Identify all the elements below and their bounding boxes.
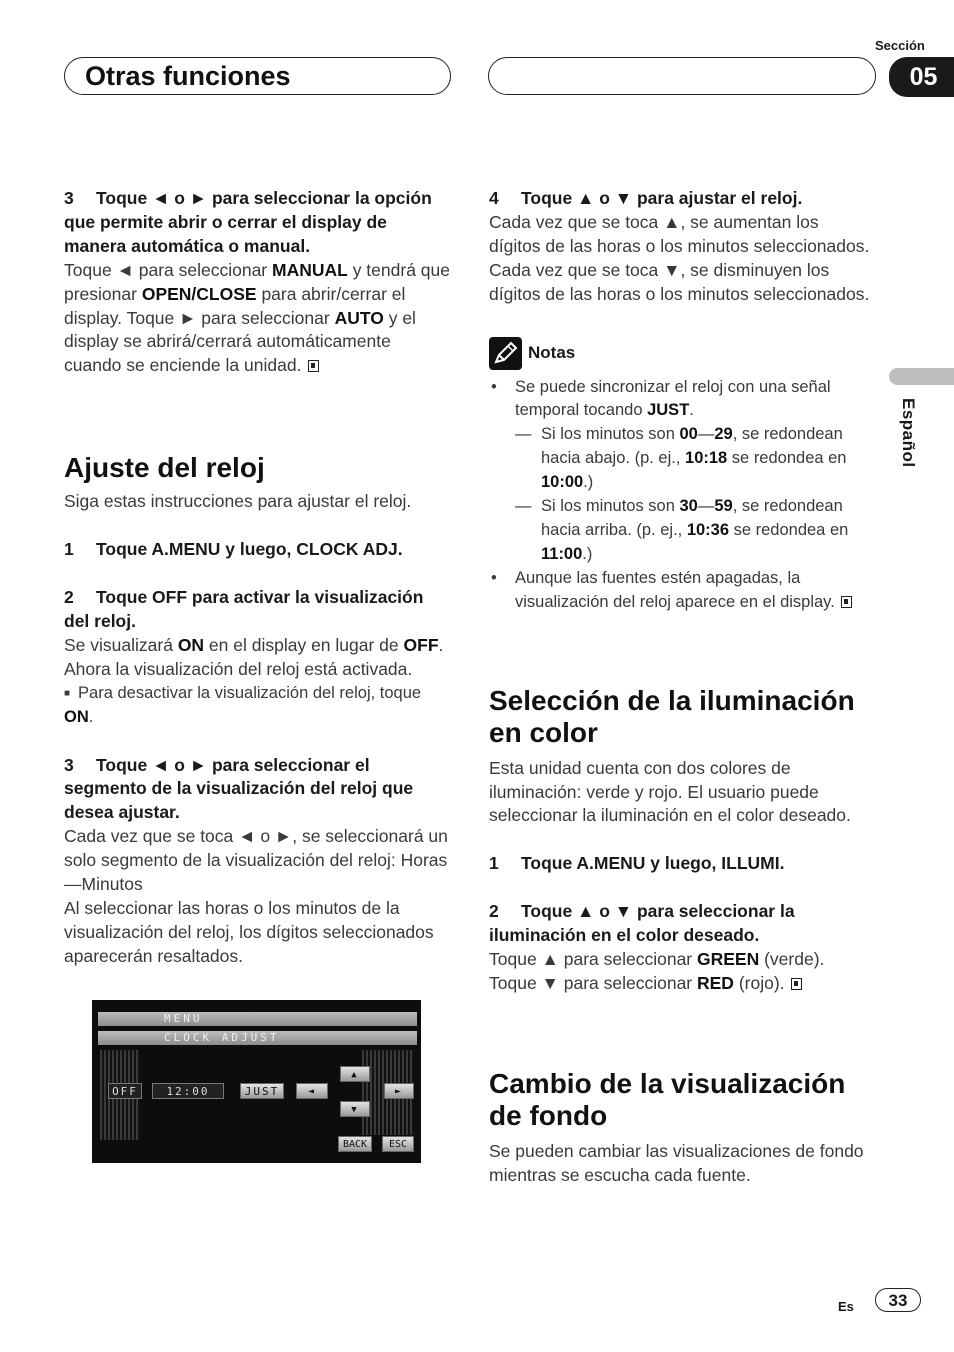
step-body: Se visualizará ON en el display en lugar de OFF. Ahora la visualización del reloj está activada. bbox=[64, 634, 444, 679]
step-body: Al seleccionar las horas o los minutos de la visualización del reloj, los dígitos seleccionados aparecerán resaltados. bbox=[64, 897, 434, 966]
step-heading: 4 Toque ▲ o ▼ para ajustar el reloj. bbox=[489, 188, 803, 208]
dash-icon: — bbox=[515, 497, 532, 516]
left-column bbox=[64, 187, 450, 969]
footer-language-code: Es bbox=[838, 1299, 854, 1314]
heading-iluminacion: Selección de la iluminación en color bbox=[489, 684, 855, 748]
step-heading: 1 Toque A.MENU y luego, CLOCK ADJ. bbox=[64, 539, 403, 560]
esc-button[interactable]: ESC bbox=[382, 1136, 414, 1152]
end-mark-icon bbox=[841, 596, 852, 608]
bg-intro: Se pueden cambiar las visualizaciones de fondo mientras se escucha cada fuente. bbox=[489, 1140, 864, 1185]
step-subnote: ■ Para desactivar la visualización del reloj, toque ON. bbox=[64, 683, 422, 726]
notes-list bbox=[489, 376, 875, 615]
note-item: • Aunque las fuentes estén apagadas, la visualización del reloj aparece en el display. bbox=[489, 567, 875, 615]
left-arrow-button[interactable]: ◄ bbox=[296, 1083, 328, 1099]
step-body: Toque ◄ para seleccionar MANUAL y tendrá que presionar OPEN/CLOSE para abrir/cerrar el display. Toque ► para seleccionar AUTO y el display se abrirá/cerrará automáticamente cuando se enciende la unidad. bbox=[64, 259, 450, 376]
dash-icon: — bbox=[515, 425, 532, 444]
step-body: Cada vez que se toca ▲, se aumentan los dígitos de las horas o los minutos seleccionados. Cada vez que se toca ▼, se disminuyen los dígitos de las horas o los minutos seleccionados. bbox=[489, 211, 870, 304]
clock-adjust-bar: CLOCK ADJUST bbox=[98, 1031, 417, 1045]
step-body: Toque ▲ para seleccionar GREEN (verde). bbox=[489, 949, 825, 970]
step-heading: 2 Toque ▲ o ▼ para seleccionar la iluminación en el color deseado. bbox=[489, 901, 795, 946]
right-arrow-button[interactable]: ► bbox=[384, 1083, 414, 1099]
pencil-icon bbox=[489, 337, 522, 370]
page-number: 33 bbox=[875, 1288, 921, 1312]
right-column bbox=[489, 187, 875, 1188]
end-mark-icon bbox=[308, 360, 319, 372]
note-item: • Se puede sincronizar el reloj con una señal temporal tocando JUST. bbox=[491, 377, 831, 420]
section-title: Otras funciones bbox=[85, 61, 291, 91]
section-header-left bbox=[64, 57, 451, 95]
down-arrow-button[interactable]: ▼ bbox=[340, 1101, 370, 1117]
language-label: Español bbox=[899, 398, 918, 468]
section-header-right bbox=[488, 57, 876, 95]
clock-intro: Siga estas instrucciones para ajustar el reloj. bbox=[64, 491, 412, 512]
heading-ajuste-reloj: Ajuste del reloj bbox=[64, 452, 265, 484]
step-body: Cada vez que se toca ◄ o ►, se seleccionará un solo segmento de la visualización del reloj: Horas—Minutos bbox=[64, 826, 448, 895]
section-label: Sección bbox=[875, 38, 925, 53]
section-number-tab: 05 bbox=[889, 57, 954, 97]
bullet-icon: • bbox=[491, 377, 497, 396]
illumi-intro: Esta unidad cuenta con dos colores de iluminación: verde y rojo. El usuario puede seleccionar la iluminación en el color deseado. bbox=[489, 757, 851, 826]
step-body: Toque ▼ para seleccionar RED (rojo). bbox=[489, 972, 875, 996]
back-button[interactable]: BACK bbox=[338, 1136, 372, 1152]
just-button[interactable]: JUST bbox=[240, 1083, 284, 1099]
step-heading: 3 Toque ◄ o ► para seleccionar el segmento de la visualización del reloj que desea ajustar. bbox=[64, 754, 414, 823]
clock-adjust-screen bbox=[92, 1000, 421, 1163]
off-button[interactable]: OFF bbox=[108, 1083, 142, 1099]
step-heading: 3 Toque ◄ o ► para seleccionar la opción que permite abrir o cerrar el display de manera automática o manual. bbox=[64, 188, 432, 256]
up-arrow-button[interactable]: ▲ bbox=[340, 1066, 370, 1082]
bullet-icon: • bbox=[491, 568, 497, 587]
step-heading: 2 Toque OFF para activar la visualización del reloj. bbox=[64, 587, 424, 631]
step-heading: 1 Toque A.MENU y luego, ILLUMI. bbox=[489, 853, 785, 874]
end-mark-icon bbox=[791, 978, 802, 990]
notes-title: Notas bbox=[528, 343, 576, 363]
note-subitem: — Si los minutos son 00—29, se redondean hacia abajo. (p. ej., 10:18 se redondea en 10:00.) bbox=[515, 425, 847, 492]
language-tab bbox=[889, 368, 954, 385]
heading-fondo: Cambio de la visualización de fondo bbox=[489, 1067, 846, 1131]
note-subitem: — Si los minutos son 30—59, se redondean hacia arriba. (p. ej., 10:36 se redondea en 11:00.) bbox=[515, 497, 849, 563]
menu-bar: MENU bbox=[98, 1012, 417, 1026]
notes-header bbox=[489, 337, 875, 370]
square-bullet-icon: ■ bbox=[64, 687, 71, 699]
time-display: 12:00 bbox=[152, 1083, 224, 1099]
